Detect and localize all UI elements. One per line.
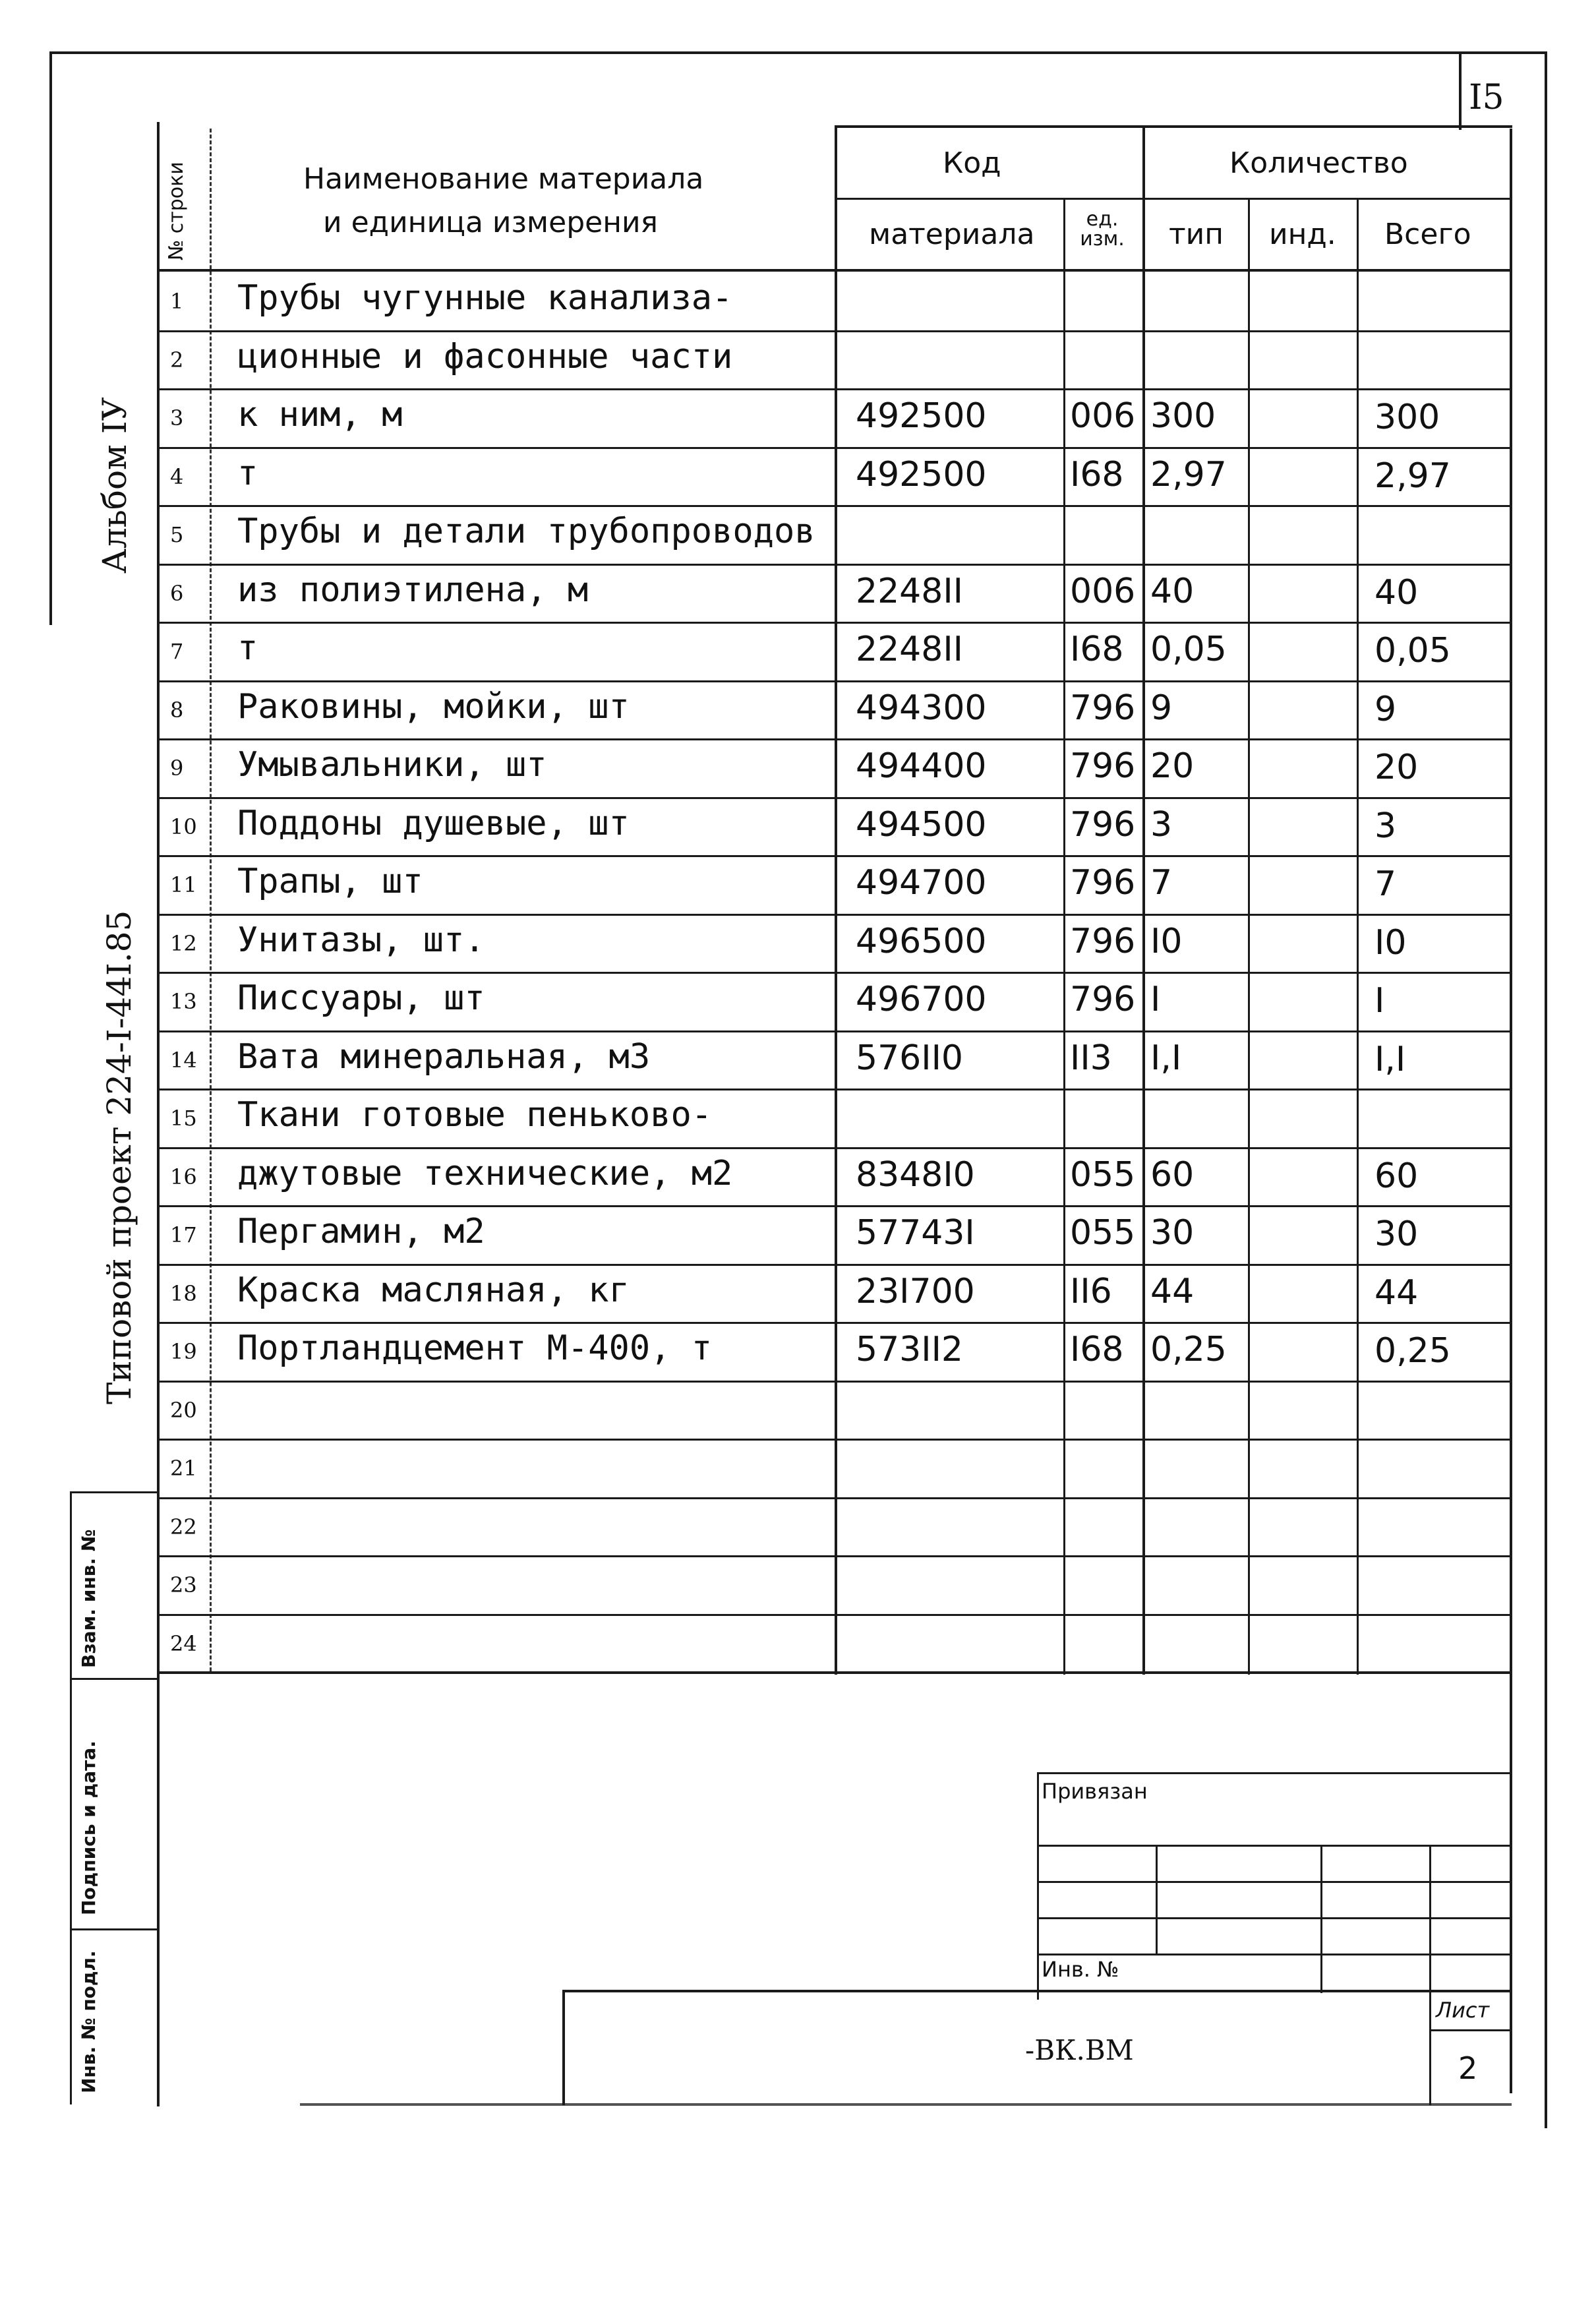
row-unit: 006 <box>1070 571 1136 611</box>
row-separator <box>157 797 1512 799</box>
row-name: Трапы, шт <box>237 862 423 901</box>
row-unit: 796 <box>1070 688 1136 728</box>
row-unit: 796 <box>1070 746 1136 786</box>
stamp-h2 <box>1037 1881 1512 1883</box>
row-type: 9 <box>1150 688 1173 728</box>
row-name: из полиэтилена, м <box>237 570 589 610</box>
frame-right <box>1545 51 1547 2128</box>
row-unit: 796 <box>1070 863 1136 903</box>
row-separator <box>157 972 1512 974</box>
row-number: 11 <box>170 872 197 897</box>
table-top <box>835 125 1512 128</box>
row-unit: I68 <box>1070 1330 1124 1369</box>
row-separator <box>157 1497 1512 1499</box>
stamp-h1 <box>1037 1845 1512 1847</box>
title-block-list-sep <box>1429 2029 1512 2031</box>
row-name: Унитазы, шт. <box>237 920 485 960</box>
row-type: 7 <box>1150 863 1173 903</box>
row-type: 30 <box>1150 1213 1195 1253</box>
row-total: 44 <box>1374 1272 1419 1313</box>
row-name: Раковины, мойки, шт <box>237 686 630 727</box>
row-name: Ткани готовые пеньково- <box>237 1095 713 1135</box>
row-total: 3 <box>1374 806 1397 846</box>
stamp-v3 <box>1429 1845 1431 1993</box>
row-number: 23 <box>170 1572 197 1597</box>
table-vline-unit <box>1063 198 1065 1675</box>
row-unit: 055 <box>1070 1213 1136 1253</box>
row-separator <box>157 1205 1512 1207</box>
stamp-top <box>1037 1772 1512 1774</box>
row-total: 300 <box>1374 398 1440 437</box>
row-name: Вата минеральная, м3 <box>237 1036 651 1077</box>
hdr-code-unit: ед. изм. <box>1080 208 1125 251</box>
frame-left <box>49 51 52 625</box>
row-separator <box>157 447 1512 449</box>
row-code: 492500 <box>856 454 987 494</box>
side-stamp-sep1 <box>71 1678 157 1680</box>
title-block-left <box>562 1990 565 2105</box>
row-name: т <box>237 628 258 668</box>
table-bottom <box>157 1671 1512 1674</box>
row-type: 300 <box>1150 396 1216 436</box>
row-type: 3 <box>1150 804 1173 845</box>
row-number: 5 <box>170 522 184 547</box>
stamp-h4 <box>1037 1954 1512 1955</box>
row-separator <box>157 1614 1512 1616</box>
title-block-list-no: 2 <box>1458 2050 1478 2086</box>
row-total: I <box>1374 981 1385 1021</box>
row-number: 14 <box>170 1047 197 1073</box>
row-type: 20 <box>1150 746 1195 786</box>
hdr-quantity: Количество <box>1229 146 1408 180</box>
project-label: Типовой проект 224-I-44I.85 <box>100 910 138 1404</box>
row-code: 8348I0 <box>856 1154 975 1195</box>
row-type: I <box>1150 980 1161 1019</box>
stamp-inv-no: Инв. № <box>1042 1957 1119 1982</box>
row-unit: 055 <box>1070 1154 1136 1195</box>
row-separator <box>157 738 1512 740</box>
row-total: 9 <box>1374 689 1397 729</box>
row-separator <box>157 1030 1512 1032</box>
row-total: 7 <box>1374 864 1397 904</box>
row-type: 0,25 <box>1150 1330 1227 1369</box>
row-code: 573II2 <box>856 1330 964 1369</box>
row-total: I,I <box>1374 1039 1406 1079</box>
header-sub <box>835 198 1512 200</box>
row-number: 8 <box>170 697 184 723</box>
row-name: к ним, м <box>237 395 403 434</box>
row-total: 0,25 <box>1374 1331 1451 1371</box>
sheet-number-box-left <box>1459 54 1462 130</box>
row-number: 3 <box>170 405 184 431</box>
row-separator <box>157 680 1512 682</box>
stamp-v1 <box>1156 1845 1158 1954</box>
hdr-code-material: материала <box>869 218 1035 251</box>
row-number: 2 <box>170 347 184 373</box>
row-unit: 006 <box>1070 396 1136 436</box>
table-vline-left <box>157 122 160 2106</box>
row-separator <box>157 855 1512 857</box>
row-type: I0 <box>1150 921 1183 961</box>
hdr-q-total: Всего <box>1384 218 1471 251</box>
row-code: 2248II <box>856 571 964 611</box>
row-name: Поддоны душевые, шт <box>237 803 630 843</box>
row-separator <box>157 622 1512 624</box>
row-total: 0,05 <box>1374 631 1451 671</box>
row-total: 30 <box>1374 1214 1419 1254</box>
row-type: 40 <box>1150 571 1195 611</box>
row-name: джутовые технические, м2 <box>237 1153 733 1193</box>
row-type: 2,97 <box>1150 454 1227 494</box>
inner-right <box>1510 129 1512 2093</box>
title-block-bottom <box>300 2103 1512 2106</box>
row-separator <box>157 1381 1512 1383</box>
album-label: Альбом IУ <box>96 397 134 574</box>
row-name: т <box>237 453 258 493</box>
row-number: 17 <box>170 1222 197 1247</box>
row-unit: I68 <box>1070 630 1124 669</box>
row-name: Трубы и детали трубопроводов <box>237 512 815 551</box>
row-number: 24 <box>170 1630 197 1656</box>
row-separator <box>157 1147 1512 1149</box>
row-unit: 796 <box>1070 804 1136 845</box>
row-code: 494400 <box>856 746 987 786</box>
row-total: 20 <box>1374 748 1419 787</box>
row-number: 15 <box>170 1106 197 1131</box>
row-number: 22 <box>170 1514 197 1539</box>
sheet-number: I5 <box>1469 78 1504 117</box>
row-number: 21 <box>170 1456 197 1481</box>
row-unit: II3 <box>1070 1038 1112 1078</box>
table-vline-total <box>1357 198 1359 1675</box>
stamp-vline-left <box>1037 1772 1039 2000</box>
row-name: Писсуары, шт <box>237 978 485 1018</box>
row-total: 40 <box>1374 572 1419 612</box>
stamp-v2 <box>1320 1845 1322 1993</box>
side-stamp-sep2 <box>71 1928 157 1930</box>
row-code: 494500 <box>856 804 987 845</box>
table-vline-ind <box>1248 198 1250 1675</box>
hdr-name: Наименование материала <box>303 162 704 196</box>
row-code: 496700 <box>856 980 987 1019</box>
side-stamp-left <box>70 1491 72 2104</box>
row-separator <box>157 564 1512 566</box>
row-unit: 796 <box>1070 980 1136 1019</box>
row-separator <box>157 1555 1512 1557</box>
stamp-h3 <box>1037 1917 1512 1919</box>
side-stamp-top <box>71 1491 157 1493</box>
row-separator <box>157 1089 1512 1090</box>
stamp-privyazan: Привязан <box>1042 1779 1148 1804</box>
row-number: 6 <box>170 580 184 606</box>
row-number: 1 <box>170 289 184 314</box>
row-separator <box>157 1264 1512 1266</box>
row-separator <box>157 1322 1512 1324</box>
row-code: 494300 <box>856 688 987 728</box>
table-vline-qty <box>1142 125 1145 1675</box>
row-name: Краска масляная, кг <box>237 1270 630 1310</box>
frame-top <box>49 51 1547 54</box>
row-type: 0,05 <box>1150 630 1227 669</box>
row-number: 13 <box>170 989 197 1014</box>
inv-no-podl-label: Инв. № подл. <box>78 1950 100 2093</box>
title-block-list-left <box>1429 1990 1431 2105</box>
row-type: 60 <box>1150 1154 1195 1195</box>
header-bottom <box>157 269 1512 272</box>
row-code: 2248II <box>856 630 964 669</box>
title-block-doc-code: -ВК.ВМ <box>1025 2034 1134 2066</box>
table-vline-code <box>835 125 837 1675</box>
row-unit: I68 <box>1070 454 1124 494</box>
hdr-name2: и единица измерения <box>323 206 659 239</box>
row-name: ционные и фасонные части <box>237 336 733 376</box>
row-code: 576II0 <box>856 1038 964 1078</box>
row-number: 10 <box>170 814 197 839</box>
row-code: 492500 <box>856 396 987 436</box>
row-name: Умывальники, шт <box>237 745 547 785</box>
row-total: I0 <box>1374 922 1407 963</box>
row-separator <box>157 330 1512 332</box>
hdr-code: Код <box>943 146 1001 180</box>
row-number: 19 <box>170 1339 197 1364</box>
row-number: 12 <box>170 930 197 956</box>
row-total: 60 <box>1374 1156 1419 1196</box>
row-number: 9 <box>170 756 184 781</box>
row-number: 20 <box>170 1397 197 1423</box>
row-name: Трубы чугунные канализа- <box>237 278 733 318</box>
row-separator <box>157 505 1512 507</box>
signature-date-label: Подпись и дата. <box>78 1741 100 1915</box>
vzam-inv-label: Взам. инв. № <box>78 1529 100 1668</box>
title-block-list-label: Лист <box>1436 1998 1490 2023</box>
row-name: Пергамин, м2 <box>237 1212 485 1251</box>
row-number: 18 <box>170 1280 197 1306</box>
row-number: 7 <box>170 639 184 664</box>
title-block-top <box>562 1990 1512 1992</box>
row-code: 496500 <box>856 921 987 961</box>
row-code: 23I700 <box>856 1271 975 1311</box>
row-type: I,I <box>1150 1038 1182 1078</box>
row-number: 4 <box>170 463 184 489</box>
hdr-row-no: № строки <box>165 162 188 260</box>
row-separator <box>157 914 1512 916</box>
hdr-q-type: тип <box>1169 218 1224 251</box>
hdr-q-ind: инд. <box>1269 218 1336 251</box>
row-separator <box>157 388 1512 390</box>
row-unit: 796 <box>1070 921 1136 961</box>
row-total: 2,97 <box>1374 456 1451 496</box>
row-unit: II6 <box>1070 1271 1112 1311</box>
row-code: 494700 <box>856 863 987 903</box>
row-code: 57743I <box>856 1213 975 1253</box>
row-type: 44 <box>1150 1271 1195 1311</box>
row-name: Портландцемент М-400, т <box>237 1328 713 1368</box>
row-separator <box>157 1439 1512 1441</box>
row-number: 16 <box>170 1164 197 1189</box>
